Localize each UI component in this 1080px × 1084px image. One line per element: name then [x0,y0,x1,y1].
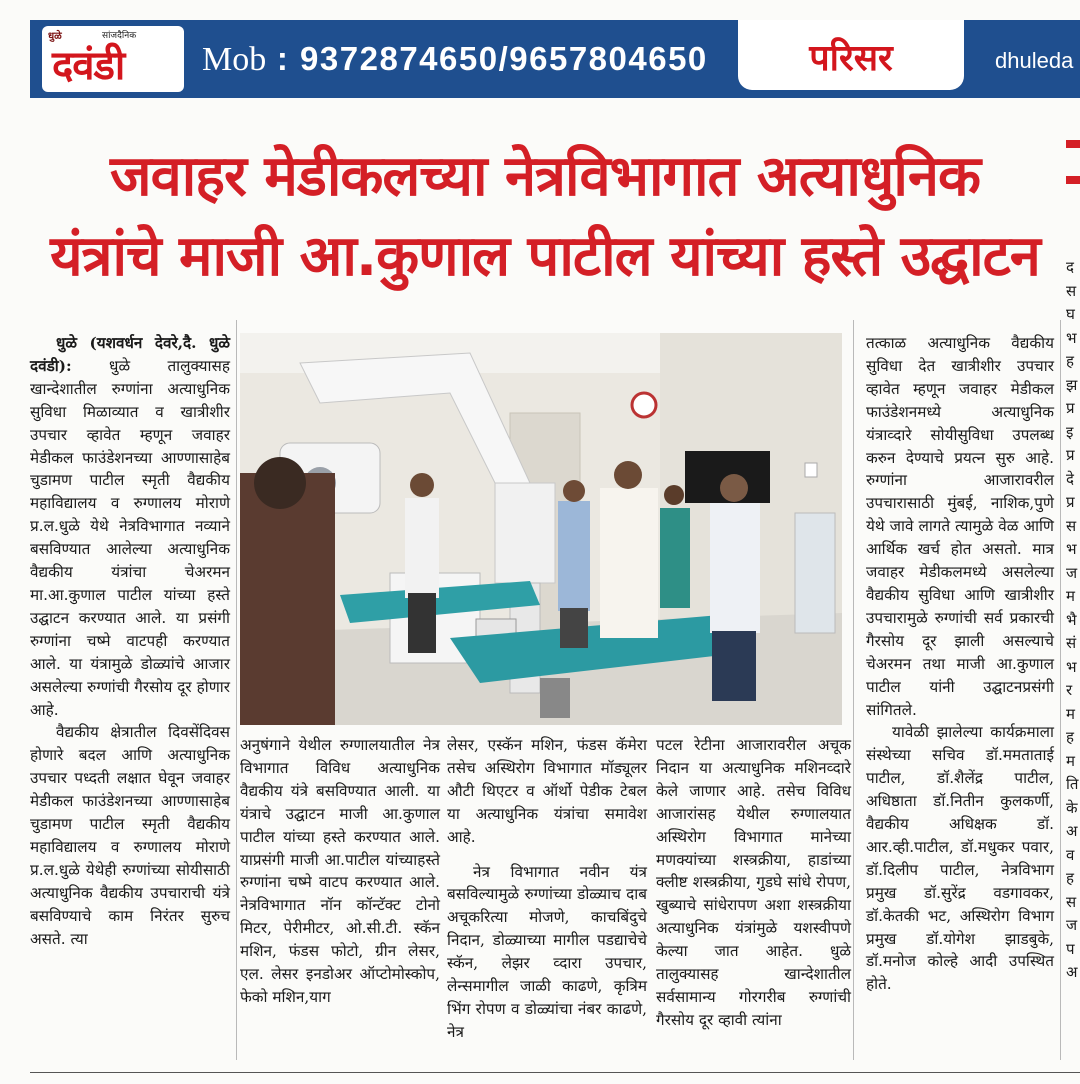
column-divider [853,320,854,1060]
edge-fragment: इ [1066,422,1074,441]
edge-fragment: ह [1066,352,1074,370]
mobile-numbers [202,40,708,79]
edge-fragment: स [1066,281,1077,300]
edge-fragment: ह [1066,869,1074,887]
article-column-1 [30,332,230,950]
edge-fragment: प्र [1066,446,1075,464]
paragraph: तत्काळ अत्याधुनिक वैद्यकीय सुविधा देत खात्रीशीर उपचार व्हावेत म्हणून जवाहर मेडीकल फाउंडेशनमध्ये अत्याधुनिक यंत्राव्दारे सोयीसुविधा उपलब्ध करुन देण्याचे प्रयत्न सुरु आहे. रुग्णांना आजारावरील उपचारासाठी मुंबई, नाशिक,पुणे येथे जावे लागते त्यामुळे वेळ आणि आर्थिक खर्च होत असतो. मात्र जवाहर मेडीकलमध्ये असलेल्या वैद्यकीय सुविधा आणि खात्रीशीर उपचारामुळे रुग्णांची सर्व प्रकारची गैरसोय दूर झाली असल्याचे चेअरमन तथा माजी आ.कुणाल पाटील यांनी उद्घाटनप्रसंगी सांगितले. [866,334,1054,719]
edge-fragment: अ [1066,822,1078,840]
dateline: धुळे (यशवर्धन देवरे,दै. धुळे दवंडी): [30,334,230,375]
edge-fragment: भ [1066,657,1077,676]
adjacent-article-fragment [1066,256,1080,985]
logo-tagline: सांजदैनिक [102,31,137,41]
edge-fragment: म [1066,751,1075,770]
edge-fragment: स [1066,892,1077,911]
logo-small-text: धुळे [48,31,62,42]
mob-numbers: : 9372874650/9657804650 [266,40,708,77]
edge-fragment: भ [1066,540,1077,558]
edge-fragment: ज [1066,563,1078,582]
paragraph [30,332,230,721]
logo-name: दवंडी [52,43,125,89]
masthead-bar [30,20,1080,98]
paragraph: पटल रेटीना आजारावरील अचूक निदान या अत्याधुनिक मशिनव्दारे केले जाणार आहे. तसेच विविध आजारांसह येथील रुग्णालयात अस्थिरोग विभागात मानेच्या मणक्यांच्या शस्त्रक्रीया, हाडांच्या क्लीष्ट शस्त्रक्रीया, गुडघे सांधे रोपण, खुब्याचे सांधेरापण अशा शस्त्रक्रीया अत्याधुनिक यंत्रांमुळे यशस्वीपणे केल्या जात आहेत. धुळे तालुक्यासह खान्देशातील सर्वसामान्य गोरगरीब रुग्णांची गैरसोय दूर व्हावी त्यांना [656,736,851,1029]
website-text: dhuleda [995,48,1074,73]
edge-fragment: घ [1066,305,1075,323]
article-column-2 [240,734,440,1009]
edge-fragment: स [1066,516,1077,535]
article-column-4 [656,734,851,1032]
article-column-3 [447,734,647,1044]
paragraph: यावेळी झालेल्या कार्यक्रमाला संस्थेच्या सचिव डॉ.ममताताई पाटील, डॉ.शैलेंद्र पाटील, अधिष्ठाता डॉ.नितीन कुलकर्णी, वैद्यकीय अधिक्षक डॉ. आर.व्ही.पाटील, डॉ.मधुकर पवार, डॉ.दिलीप पाटील, नेत्रविभाग प्रमुख डॉ.सुरेंद्र वडगावकर, डॉ.केतकी भट, अस्थिरोग विभाग प्रमुख डॉ.योगेश झाडबुके, डॉ.मनोज कोल्हे आदी उपस्थित होते. [866,723,1054,994]
paragraph-text: धुळे तालुक्यासह खान्देशातील रुग्णांना अत्याधुनिक सुविधा मिळाव्यात व खात्रीशीर उपचार व्हावेत म्हणून जवाहर मेडीकल फाउंडेशनच्या आण्णासाहेब चुडामण पाटील स्मृती वैद्यकीय महाविद्यालय व रुग्णालय मोराणे प्र.ल.धुळे येथे नेत्रविभागात नव्याने बसविण्यात आलेल्या अत्याधुनिक वैद्यकीय यंत्रांचा चेअरमन मा.आ.कुणाल पाटील यांच्या हस्ते उद्घाटन करण्यात आले. या प्रसंगी रुग्णांना चष्मे वाटपही करण्यात आले. या यंत्रामुळे डोळ्यांचे आजार असलेल्या रुग्णांची गैरसोय दूर होणार आहे. [30,356,230,719]
paragraph: अनुषंगाने येथील रुग्णालयातील नेत्र विभागात विविध अत्याधुनिक वैद्यकीय यंत्रे बसविण्यात आली. या यंत्राचे उद्घाटन माजी आ.कुणाल पाटील यांच्या हस्ते करण्यात आले. याप्रसंगी माजी आ.पाटील यांच्याहस्ते रुग्णांना चष्मे वाटप करण्यात आले. नेत्रविभागात नॉन कॉन्टॅक्ट टोनो मिटर, पेरीमीटर, ओ.सी.टी. स्कॅन मशिन, फंडस फोटो, ग्रीन लेसर, एल. लेसर इनडोअर ऑप्टोमोस्कोप, फेको मशिन,याग [240,736,440,1006]
edge-fragment: व [1066,845,1075,864]
column-divider [236,320,237,1060]
newspaper-logo [42,26,184,92]
edge-fragment: सं [1066,634,1077,652]
section-label: परिसर [809,38,893,79]
section-tab [738,20,964,90]
column-divider [1060,320,1061,1060]
paragraph: नेत्र विभागात नवीन यंत्र बसविल्यामुळे रुग्णांच्या डोळ्याच दाब अचूकरित्या मोजणे, काचबिंदुचे निदान, डोळ्याच्या मागील पडद्याचेचे स्कॅन, लेझर व्दारा उपचार, लेन्समागील जाळी काढणे, कृत्रिम भिंग रोपण व डोळ्यांचा नंबर काढणे, नेत्र [447,862,647,1041]
edge-fragment: भै [1066,610,1077,629]
edge-fragment: प्र [1066,493,1075,511]
headline-line-1: जवाहर मेडीकलच्या नेत्रविभागात अत्याधुनिक [110,144,980,209]
edge-fragment: र [1066,681,1073,699]
edge-fragment: ज [1066,916,1078,934]
page-bottom-rule [30,1072,1080,1073]
edge-fragment: प्र [1066,399,1075,417]
adjacent-headline-fragment [1066,140,1080,210]
edge-fragment: दे [1066,469,1074,488]
edge-fragment: झ [1066,375,1078,394]
edge-fragment: अ [1066,963,1078,981]
paragraph: वैद्यकीय क्षेत्रातील दिवसेंदिवस होणारे बदल आणि अत्याधुनिक उपचार पध्दती लक्षात घेवून जवाहर मेडीकल फाउंडेशनच्या आण्णासाहेब चुडामण पाटील स्मृती वैद्यकीय महाविद्यालय व रुग्णालय मोराणे प्र.ल.धुळे येथेही रुग्णांच्या सोयीसाठी अत्याधुनिक वैद्यकीय उपचाराची यंत्रे बसविण्याचे काम निरंतर सुरुच असते. त्या [30,723,230,948]
edge-fragment: प [1066,939,1075,958]
edge-fragment: म [1066,704,1075,723]
mob-label: Mob [202,41,267,78]
paragraph: लेसर, एस्कॅन मशिन, फंडस कॅमेरा तसेच अस्थिरोग विभागात मॉड्यूलर औटी थिएटर व ऑर्थो पेडीक टेबल या अत्याधुनिक यंत्रांचा समावेश आहे. [447,736,647,846]
headline-line-2: यंत्रांचे माजी आ.कुणाल पाटील यांच्या हस्ते उद्घाटन [50,224,1040,289]
edge-fragment: भ [1066,328,1077,347]
edge-fragment: म [1066,587,1075,605]
edge-fragment: ह [1066,728,1074,746]
edge-fragment: ति [1066,775,1079,793]
article-column-5 [866,332,1054,996]
edge-fragment: के [1066,798,1078,817]
edge-fragment: द [1066,258,1074,276]
article-photo [240,333,842,725]
